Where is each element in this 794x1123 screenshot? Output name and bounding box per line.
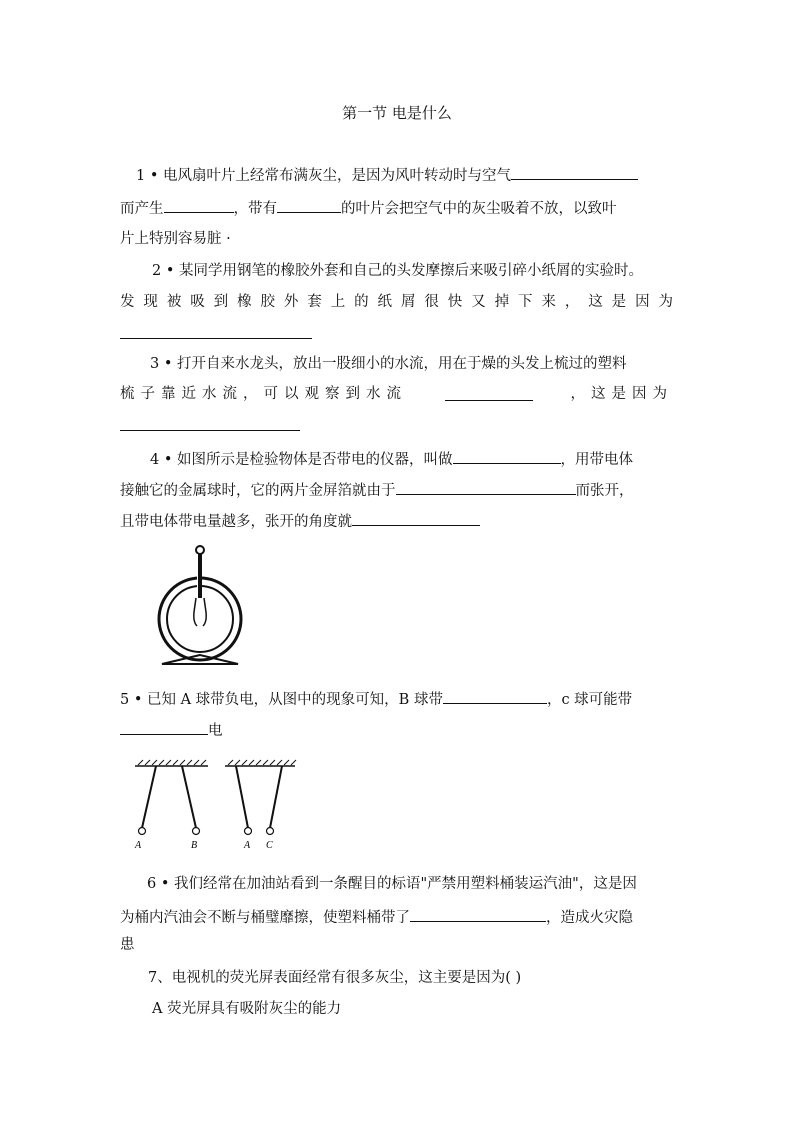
ball-label-a2: A [244,840,251,851]
q4-blank-2[interactable] [396,478,576,495]
q2-line-2: 发现被吸到橡胶外套上的纸屑很快又掉下来，这是因为 [120,294,673,310]
q1-text: 的叶片会把空气中的灰尘吸着不放，以致叶 [341,201,617,217]
ceiling-right [225,760,296,766]
page-title: 第一节 电是什么 [342,104,452,122]
q6-text: 为桶内汽油会不断与桶璧靡擦，使塑料桶带了 [120,910,410,926]
q5-text: ，c 球可能带 [546,692,633,708]
q4-line-1 [150,447,633,470]
ball-a1 [139,828,146,835]
q2-line-1: 2 • 某同学用钢笔的橡胶外套和自己的头发摩擦后来吸引碎小纸屑的实验时。 [152,263,643,279]
q5-text: 5 • 已知 A 球带负电，从图中的现象可知，B 球带 [120,692,443,708]
q6-line-1: 6 • 我们经常在加油站看到一条醒目的标语"严禁用塑料桶装运汽油"，这是因 [147,876,637,892]
q5-line-2 [120,718,223,741]
q4-text: 接触它的金属球时，它的两片金屏箔就由于 [120,483,396,499]
q1-text: ，带有 [233,201,277,217]
q4-text: 且带电体带电量越多，张开的角度就 [120,514,352,530]
q7-line-1: 7、电视机的荧光屏表面经常有很多灰尘，这主要是因为( ) [148,970,522,986]
q6-blank[interactable] [410,905,546,922]
q4-text: ，用带电体 [560,452,633,468]
q1-text: 1 • 电风扇叶片上经常布满灰尘，是因为风叶转动时与空气 [136,168,511,184]
ball-label-a1: A [135,840,142,851]
q5-text: 电 [208,723,223,739]
q1-line-2 [120,196,617,219]
q6-text: ，造成火灾隐 [546,910,633,926]
q1-blank-3[interactable] [277,196,341,213]
q2-line-3 [120,322,312,345]
q5-blank-1[interactable] [443,687,547,704]
q7-option-a: A 荧光屏具有吸附灰尘的能力 [152,1001,342,1017]
q3-line-3 [120,414,300,437]
thread-b [182,766,196,828]
q1-line-3: 片上特别容易脏 · [120,231,231,247]
q1-blank-2[interactable] [164,196,234,213]
q4-line-2 [120,478,634,501]
ceiling-left [135,760,208,766]
q1-line-1 [136,163,638,186]
q4-text: 而张开， [575,483,634,499]
electroscope-leaf-left [194,598,197,626]
q4-line-3 [120,509,480,532]
q5-blank-2[interactable] [120,718,208,735]
q3-blank-2[interactable] [120,414,300,431]
ball-a2 [245,828,252,835]
suspended-balls-figure [130,755,305,855]
q6-line-2 [120,905,633,928]
ball-label-c: C [266,840,273,851]
q4-text: 4 • 如图所示是检验物体是否带电的仪器，叫做 [150,452,453,468]
q3-text: 梳子靠近水流，可以观察到水流 [120,386,407,402]
q1-text: 而产生 [120,201,164,217]
ball-b [193,828,200,835]
thread-a1 [142,766,156,828]
q1-blank-1[interactable] [511,163,638,180]
q3-line-1: 3 • 打开自来水龙头，放出一股细小的水流，用在于燥的头发上梳过的塑料 [150,356,627,372]
thread-a2 [236,766,248,828]
q5-line-1 [120,687,632,710]
q4-blank-3[interactable] [352,509,480,526]
q6-line-3: 患 [120,937,135,953]
electroscope-metal-ball [196,546,204,554]
q3-line-2 [120,384,673,404]
q3-text: ，这是因为 [570,386,673,402]
ball-label-b: B [191,840,198,851]
q4-blank-1[interactable] [453,447,561,464]
q3-blank-1[interactable] [445,384,533,401]
electroscope-figure [150,540,250,670]
electroscope-leaf-right [203,598,206,626]
ball-c [267,828,274,835]
thread-c [270,766,282,828]
q2-blank[interactable] [120,322,312,339]
